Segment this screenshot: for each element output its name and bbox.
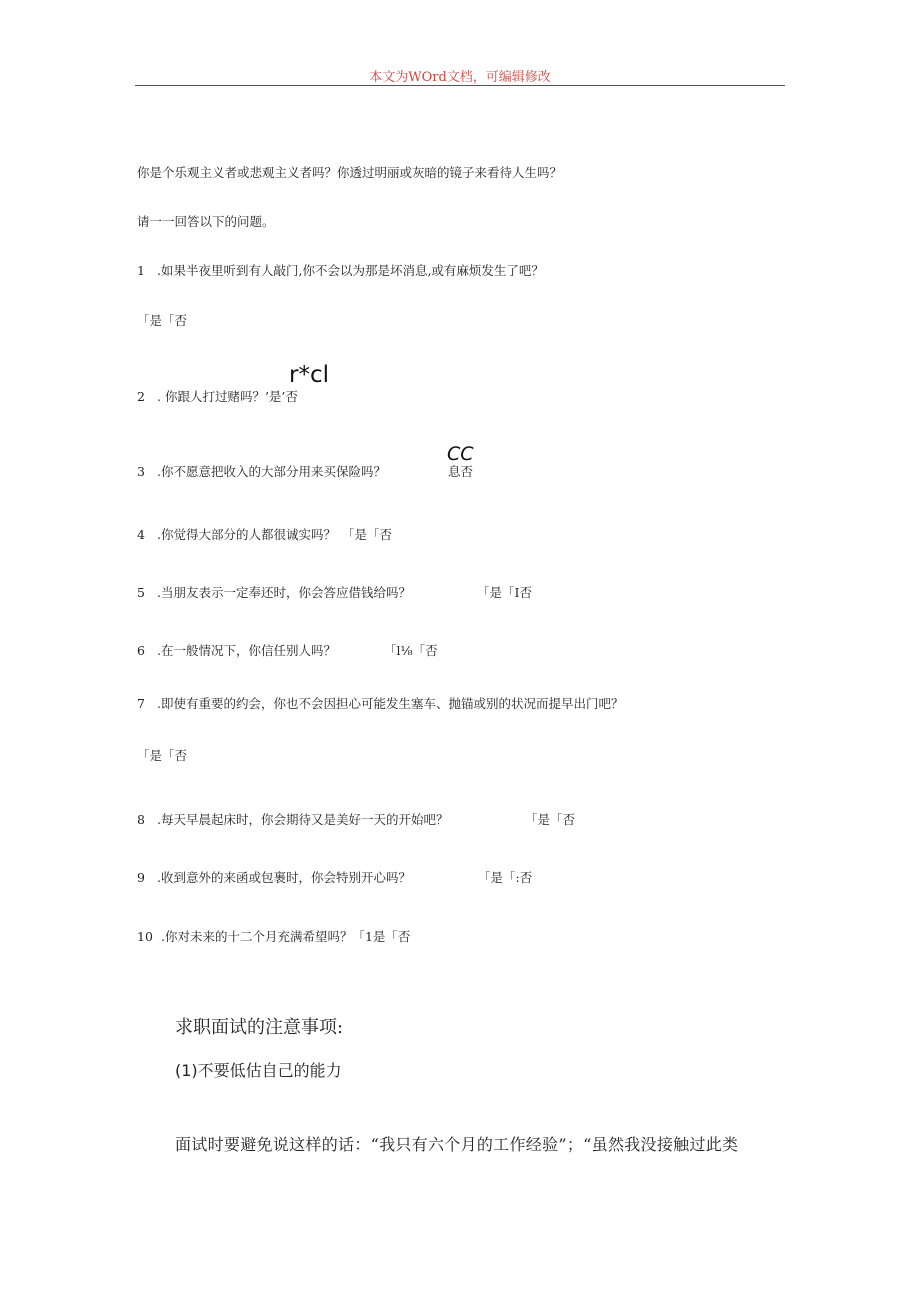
question-3 xyxy=(137,462,386,480)
intro-line-2: 请一一回答以下的问题。 xyxy=(137,214,275,229)
question-text: .你不愿意把收入的大部分用来买保险吗？ xyxy=(157,464,386,479)
question-number: 9 xyxy=(137,870,145,885)
handwritten-mark: r*cl xyxy=(289,362,329,388)
question-6-options: 「l⅛「否 xyxy=(384,643,438,658)
question-options: ’是’否 xyxy=(264,389,298,404)
question-4 xyxy=(137,525,392,543)
question-8-options: 「是「否 xyxy=(525,812,576,827)
question-9-options: 「是「:否 xyxy=(478,870,533,885)
question-number: 1 xyxy=(137,263,145,278)
question-number: 6 xyxy=(137,643,145,658)
question-3-options: 息否 xyxy=(448,464,474,479)
question-text: .每天早晨起床时，你会期待又是美好一天的开始吧？ xyxy=(157,812,449,827)
question-text: .如果半夜里听到有人敲门,你不会以为那是坏消息,或有麻烦发生了吧？ xyxy=(157,263,544,278)
question-options: 「1是「否 xyxy=(352,929,411,944)
question-number: 2 xyxy=(137,389,145,404)
header-note: 本文为WOrd文档，可编辑修改 xyxy=(369,70,551,85)
question-text: .你觉得大部分的人都很诚实吗？ xyxy=(157,527,336,542)
question-text: . 你跟人打过赌吗？ xyxy=(157,389,265,404)
question-8 xyxy=(137,810,448,828)
question-9 xyxy=(137,868,411,886)
question-number: 8 xyxy=(137,812,145,827)
question-1-options: 「是「否 xyxy=(137,313,188,328)
question-number: 4 xyxy=(137,527,145,542)
question-text: .当朋友表示一定奉还时，你会答应借钱给吗？ xyxy=(157,585,411,600)
question-number: 7 xyxy=(137,696,145,711)
question-options: 「是「否 xyxy=(341,527,392,542)
intro-line-1: 你是个乐观主义者或悲观主义者吗？你透过明丽或灰暗的镜子来看待人生吗？ xyxy=(137,165,563,180)
question-text: .收到意外的来函或包裹时，你会特别开心吗？ xyxy=(157,870,411,885)
question-number: 10 xyxy=(137,929,153,944)
section-title: 求职面试的注意事项: xyxy=(175,1017,344,1038)
question-7 xyxy=(137,694,623,712)
question-number: 3 xyxy=(137,464,145,479)
question-text: .你对未来的十二个月充满希望吗？ xyxy=(161,929,353,944)
header-rule xyxy=(135,85,785,86)
question-2 xyxy=(137,387,298,405)
section-paragraph: 面试时要避免说这样的话：“我只有六个月的工作经验”；“虽然我没接触过此类 xyxy=(175,1135,739,1154)
question-text: .在一般情况下，你信任别人吗？ xyxy=(157,643,336,658)
section-subtitle: (1)不要低估自己的能力 xyxy=(175,1061,342,1080)
question-5-options: 「是「I否 xyxy=(477,585,532,600)
question-5 xyxy=(137,583,411,601)
question-1 xyxy=(137,261,544,279)
question-6 xyxy=(137,641,336,659)
question-text: .即使有重要的约会，你也不会因担心可能发生塞车、抛锚或别的状况而提早出门吧？ xyxy=(157,696,624,711)
question-number: 5 xyxy=(137,585,145,600)
question-10 xyxy=(137,927,410,945)
question-7-options: 「是「否 xyxy=(137,748,188,763)
handwritten-mark: CC xyxy=(447,443,474,465)
